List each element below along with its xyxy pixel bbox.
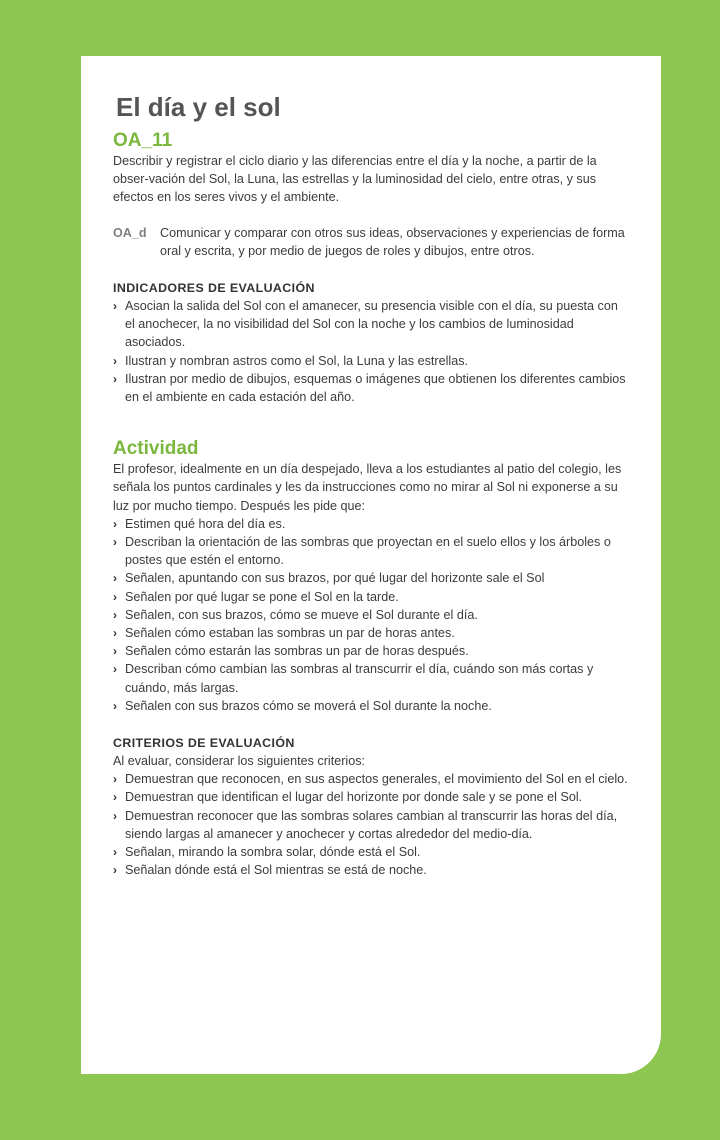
bullet-marker-icon: ›: [113, 589, 117, 604]
criteria-heading: CRITERIOS DE EVALUACIÓN: [113, 736, 295, 751]
skill-row: [113, 224, 631, 260]
list-item-text: Señalan dónde está el Sol mientras se está de noche.: [125, 863, 427, 878]
activity-steps-list: [113, 515, 631, 715]
list-item-text: Asocian la salida del Sol con el amanecer, su presencia visible con el día, su puesta con el anochecer, la no visibilidad del Sol con la noche y los cambios de luminosidad asociados.: [125, 299, 618, 350]
bullet-marker-icon: ›: [113, 863, 117, 878]
list-item: [113, 370, 631, 406]
list-item-text: Señalen, apuntando con sus brazos, por qué lugar del horizonte sale el Sol: [125, 571, 545, 586]
list-item-text: Ilustran y nombran astros como el Sol, la Luna y las estrellas.: [125, 353, 468, 368]
bullet-marker-icon: ›: [113, 644, 117, 659]
bullet-marker-icon: ›: [113, 607, 117, 622]
bullet-marker-icon: ›: [113, 516, 117, 531]
bullet-marker-icon: ›: [113, 845, 117, 860]
list-item: [113, 697, 631, 715]
list-item-text: Demuestran reconocer que las sombras solares cambian al transcurrir las horas del día, siendo largas al amanecer y anochecer y cortas alrededor del medio-día.: [125, 808, 618, 841]
bullet-marker-icon: ›: [113, 790, 117, 805]
list-item: [113, 642, 631, 660]
list-item: [113, 624, 631, 642]
list-item-text: Ilustran por medio de dibujos, esquemas o imágenes que obtienen los diferentes cambios en el ambiente en cada estación del año.: [125, 371, 626, 405]
bullet-marker-icon: ›: [113, 353, 117, 368]
indicators-list: [113, 297, 631, 406]
skill-code: OA_d: [113, 225, 147, 240]
list-item: [113, 807, 631, 843]
list-item-text: Describan cómo cambian las sombras al transcurrir el día, cuándo son más cortas y cuándo, más largas.: [125, 662, 594, 695]
list-item: [113, 861, 631, 879]
objective-text: Describir y registrar el ciclo diario y las diferencias entre el día y la noche, a partir de la obser-vación del Sol, la Luna, las estrellas y la luminosidad del cielo, entre otras, y sus efectos en los seres vivos y el ambiente.: [113, 154, 597, 205]
bullet-marker-icon: ›: [113, 371, 117, 386]
list-item: [113, 569, 631, 587]
criteria-list: [113, 770, 631, 879]
bullet-marker-icon: ›: [113, 299, 117, 314]
list-item: [113, 515, 631, 533]
list-item-text: Describan la orientación de las sombras que proyectan en el suelo ellos y los árboles o postes que estén el entorno.: [125, 535, 611, 568]
list-item-text: Señalen cómo estarán las sombras un par de horas después.: [125, 644, 469, 659]
list-item-text: Señalan, mirando la sombra solar, dónde está el Sol.: [125, 845, 421, 860]
list-item: [113, 660, 631, 696]
bullet-marker-icon: ›: [113, 662, 117, 677]
bullet-marker-icon: ›: [113, 698, 117, 713]
skill-text: Comunicar y comparar con otros sus ideas, observaciones y experiencias de forma oral y escrita, y por medio de juegos de roles y dibujos, entre otros.: [160, 225, 625, 258]
bullet-marker-icon: ›: [113, 772, 117, 787]
list-item: [113, 770, 631, 788]
activity-title: Actividad: [113, 438, 199, 460]
list-item-text: Señalen, con sus brazos, cómo se mueve el Sol durante el día.: [125, 607, 478, 622]
list-item: [113, 588, 631, 606]
list-item: [113, 533, 631, 569]
list-item: [113, 606, 631, 624]
list-item: [113, 788, 631, 806]
content-card: [81, 56, 661, 1074]
criteria-intro: Al evaluar, considerar los siguientes criterios:: [113, 754, 365, 769]
bullet-marker-icon: ›: [113, 626, 117, 641]
list-item-text: Señalen por qué lugar se pone el Sol en la tarde.: [125, 589, 399, 604]
list-item: [113, 843, 631, 861]
list-item-text: Señalen con sus brazos cómo se moverá el Sol durante la noche.: [125, 698, 492, 713]
page-title: El día y el sol: [116, 92, 281, 122]
list-item-text: Estimen qué hora del día es.: [125, 516, 286, 531]
list-item-text: Demuestran que identifican el lugar del horizonte por donde sale y se pone el Sol.: [125, 790, 583, 805]
indicators-heading: INDICADORES DE EVALUACIÓN: [113, 281, 315, 296]
objective-code: OA_11: [113, 130, 173, 151]
content-column: [113, 92, 631, 880]
list-item-text: Señalen cómo estaban las sombras un par de horas antes.: [125, 626, 455, 641]
list-item-text: Demuestran que reconocen, en sus aspectos generales, el movimiento del Sol en el cielo.: [125, 772, 628, 787]
bullet-marker-icon: ›: [113, 535, 117, 550]
list-item: [113, 352, 631, 370]
list-item: [113, 297, 631, 352]
bullet-marker-icon: ›: [113, 571, 117, 586]
bullet-marker-icon: ›: [113, 808, 117, 823]
activity-intro: El profesor, idealmente en un día despejado, lleva a los estudiantes al patio del colegio, les señala los puntos cardinales y les da instrucciones como no mirar al Sol ni exponerse a su luz por mucho tiempo. Después les pide que:: [113, 462, 622, 513]
